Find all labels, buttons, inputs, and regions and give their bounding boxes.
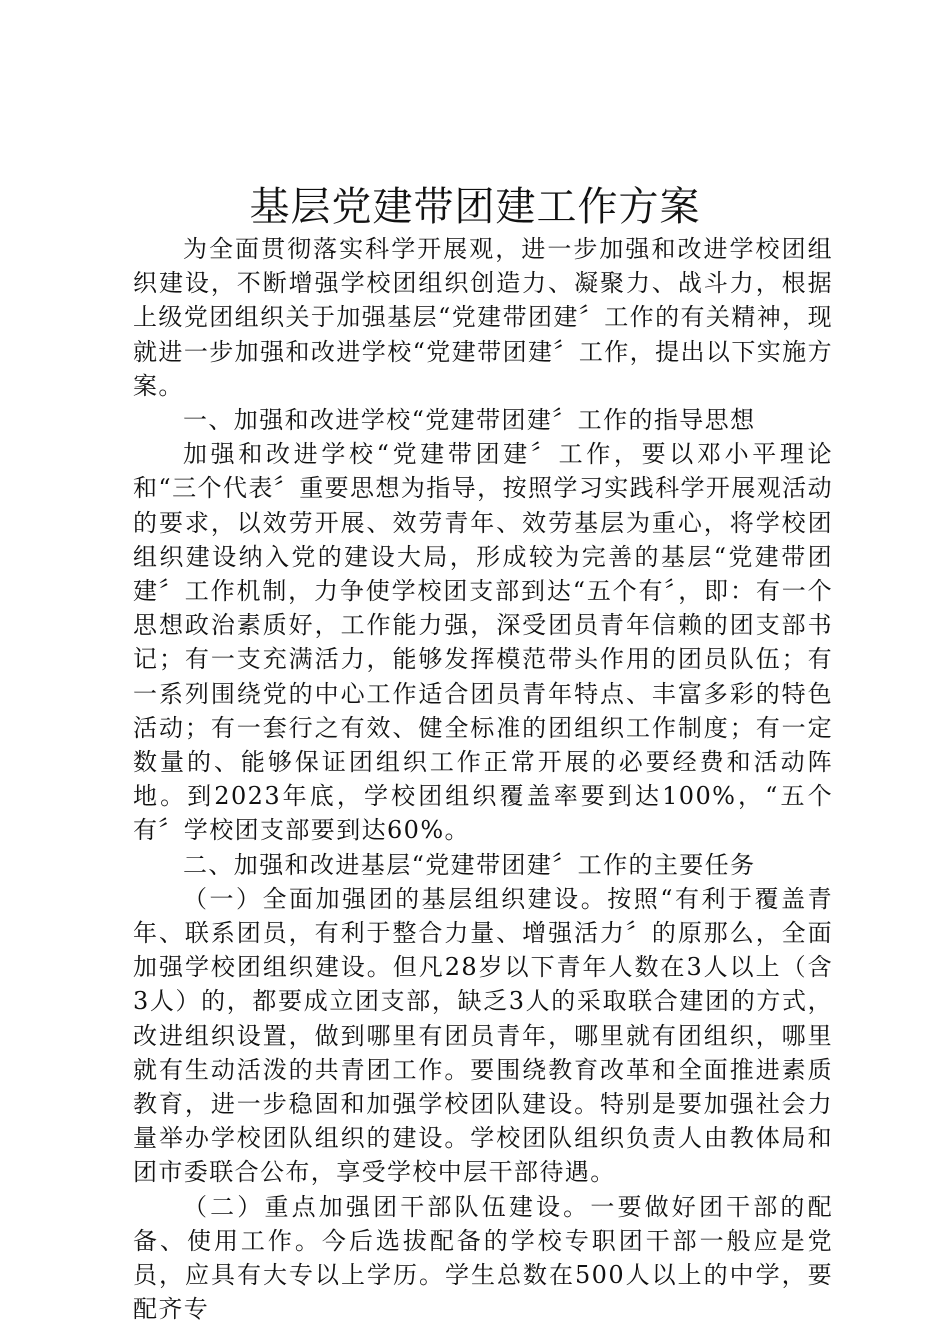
paragraph-task-2: （二）重点加强团干部队伍建设。一要做好团干部的配备、使用工作。今后选拔配备的学校专职团干部一般应是党员，应具有大专以上学历。学生总数在500人以上的中学，要配齐专 xyxy=(133,1192,833,1324)
section-heading-2: 二、加强和改进基层“党建带团建〞工作的主要任务 xyxy=(183,850,756,879)
paragraph-task-1: （一）全面加强团的基层组织建设。按照“有利于覆盖青年、联系团员，有利于整合力量、增强活力〞的原那么，全面加强学校团组织建设。但凡28岁以下青年人数在3人以上（含3人）的，都要成立团支部，缺乏3人的采取联合建团的方式，改进组织设置，做到哪里有团员青年，哪里就有团组织，哪里就有生动活泼的共青团工作。要围绕教育改革和全面推进素质教育，进一步稳固和加强学校团队建设。特别是要加强社会力量举办学校团队组织的建设。学校团队组织负责人由教体局和团市委联合公布，享受学校中层干部待遇。 xyxy=(133,884,833,1187)
document-title: 基层党建带团建工作方案 xyxy=(249,184,701,230)
paragraph-guiding-thought: 加强和改进学校“党建带团建〞工作，要以邓小平理论和“三个代表〞重要思想为指导，按照学习实践科学开展观活动的要求，以效劳开展、效劳青年、效劳基层为重心，将学校团组织建设纳入党的建设大局，形成较为完善的基层“党建带团建〞工作机制，力争使学校团支部到达“五个有〞，即：有一个思想政治素质好，工作能力强，深受团员青年信赖的团支部书记；有一支充满活力，能够发挥模范带头作用的团员队伍；有一系列围绕党的中心工作适合团员青年特点、丰富多彩的特色活动；有一套行之有效、健全标准的团组织工作制度；有一定数量的、能够保证团组织工作正常开展的必要经费和活动阵地。到2023年底，学校团组织覆盖率要到达100%，“五个有〞学校团支部要到达60%。 xyxy=(133,440,833,845)
paragraph-intro: 为全面贯彻落实科学开展观，进一步加强和改进学校团组织建设，不断增强学校团组织创造力、凝聚力、战斗力，根据上级党团组织关于加强基层“党建带团建〞工作的有关精神，现就进一步加强和改进学校“党建带团建〞工作，提出以下实施方案。 xyxy=(133,235,833,400)
section-heading-1: 一、加强和改进学校“党建带团建〞工作的指导思想 xyxy=(183,406,756,435)
document-body xyxy=(133,232,833,1327)
